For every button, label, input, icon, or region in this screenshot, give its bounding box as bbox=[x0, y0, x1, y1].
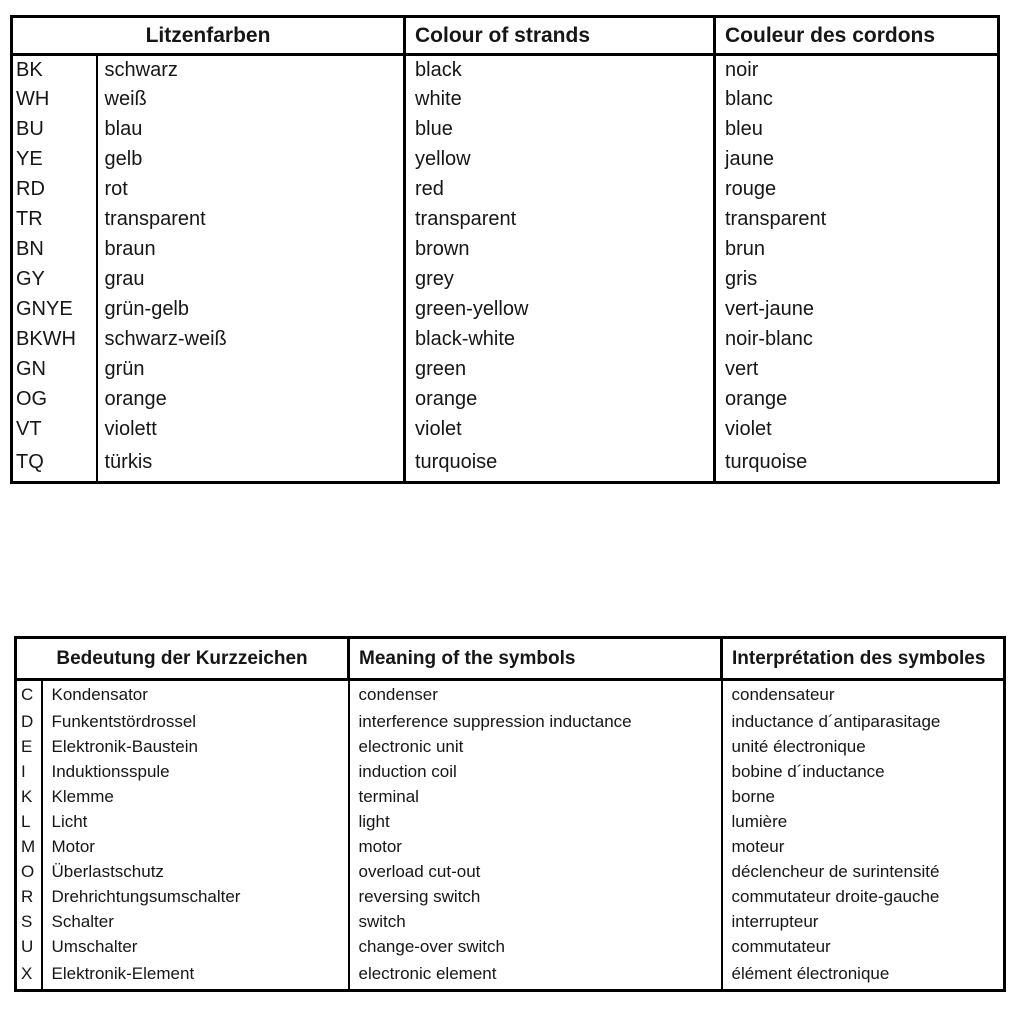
german-cell: Überlastschutz bbox=[51, 862, 164, 881]
abbr-cell: OG bbox=[12, 385, 97, 415]
german-cell: Elektronik-Baustein bbox=[51, 737, 198, 756]
german-cell: Kondensator bbox=[51, 685, 148, 705]
english-cell: yellow bbox=[405, 145, 715, 175]
english-cell: switch bbox=[349, 910, 722, 935]
strand-colours-header bbox=[12, 17, 999, 55]
english-cell: blue bbox=[405, 115, 715, 145]
table-row bbox=[12, 55, 999, 85]
header-bedeutung: Bedeutung der Kurzzeichen bbox=[16, 638, 349, 680]
abbr-cell: E bbox=[16, 735, 42, 760]
german-cell: Motor bbox=[51, 837, 95, 856]
french-cell: gris bbox=[715, 265, 999, 295]
german-cell: schwarz-weiß bbox=[104, 328, 227, 350]
abbr-cell: D bbox=[16, 710, 42, 735]
english-cell: induction coil bbox=[349, 760, 722, 785]
german-cell: transparent bbox=[104, 208, 206, 230]
german-cell: Elektronik-Element bbox=[51, 964, 195, 984]
french-cell: turquoise bbox=[715, 445, 999, 483]
symbol-meanings-header bbox=[16, 638, 1005, 680]
strand-colours-table bbox=[10, 15, 1000, 484]
abbr-cell: VT bbox=[12, 415, 97, 445]
english-cell: white bbox=[405, 85, 715, 115]
english-cell: transparent bbox=[405, 205, 715, 235]
french-cell: jaune bbox=[715, 145, 999, 175]
english-cell: black bbox=[405, 55, 715, 85]
french-cell: condensateur bbox=[722, 680, 1005, 710]
table-row bbox=[16, 785, 1005, 810]
german-cell: Schalter bbox=[51, 912, 114, 931]
french-cell: rouge bbox=[715, 175, 999, 205]
abbr-cell: YE bbox=[12, 145, 97, 175]
german-cell: violett bbox=[104, 418, 157, 440]
french-cell: transparent bbox=[715, 205, 999, 235]
abbr-cell: BN bbox=[12, 235, 97, 265]
table-row bbox=[12, 295, 999, 325]
symbol-meanings-body bbox=[16, 680, 1005, 991]
french-cell: interrupteur bbox=[722, 910, 1005, 935]
header-meaning: Meaning of the symbols bbox=[349, 638, 722, 680]
french-cell: commutateur bbox=[722, 935, 1005, 960]
header-colour-of-strands: Colour of strands bbox=[405, 17, 715, 55]
french-cell: moteur bbox=[722, 835, 1005, 860]
abbr-cell: I bbox=[16, 760, 42, 785]
french-cell: élément électronique bbox=[722, 960, 1005, 991]
german-cell: Drehrichtungsumschalter bbox=[51, 887, 241, 906]
table-row bbox=[12, 265, 999, 295]
header-interpretation: Interprétation des symboles bbox=[722, 638, 1005, 680]
table-row bbox=[12, 325, 999, 355]
english-cell: interference suppression inductance bbox=[349, 710, 722, 735]
table-row bbox=[16, 810, 1005, 835]
table-row bbox=[12, 85, 999, 115]
symbol-meanings-table bbox=[14, 636, 1006, 992]
english-cell: condenser bbox=[349, 680, 722, 710]
table-row bbox=[12, 355, 999, 385]
abbr-cell: U bbox=[16, 935, 42, 960]
english-cell: electronic unit bbox=[349, 735, 722, 760]
german-cell: grau bbox=[104, 268, 145, 290]
table-row bbox=[12, 445, 999, 483]
english-cell: electronic element bbox=[349, 960, 722, 991]
english-cell: grey bbox=[405, 265, 715, 295]
french-cell: blanc bbox=[715, 85, 999, 115]
abbr-cell: M bbox=[16, 835, 42, 860]
german-cell: Funkentstördrossel bbox=[51, 712, 197, 731]
table-row bbox=[16, 710, 1005, 735]
english-cell: violet bbox=[405, 415, 715, 445]
table-row bbox=[16, 885, 1005, 910]
german-cell: Umschalter bbox=[51, 937, 138, 956]
header-litzenfarben: Litzenfarben bbox=[12, 17, 405, 55]
abbr-cell: C bbox=[16, 680, 42, 710]
french-cell: commutateur droite-gauche bbox=[722, 885, 1005, 910]
table-row bbox=[12, 415, 999, 445]
table-row bbox=[16, 835, 1005, 860]
english-cell: change-over switch bbox=[349, 935, 722, 960]
english-cell: light bbox=[349, 810, 722, 835]
english-cell: motor bbox=[349, 835, 722, 860]
abbr-cell: WH bbox=[12, 85, 97, 115]
abbr-cell: GN bbox=[12, 355, 97, 385]
table-row bbox=[12, 235, 999, 265]
french-cell: bobine d´inductance bbox=[722, 760, 1005, 785]
table-row bbox=[16, 910, 1005, 935]
abbr-cell: TQ bbox=[12, 445, 97, 483]
header-row bbox=[16, 638, 1005, 680]
header-row bbox=[12, 17, 999, 55]
abbr-cell: BU bbox=[12, 115, 97, 145]
english-cell: red bbox=[405, 175, 715, 205]
french-cell: brun bbox=[715, 235, 999, 265]
english-cell: black-white bbox=[405, 325, 715, 355]
english-cell: brown bbox=[405, 235, 715, 265]
table-row bbox=[12, 175, 999, 205]
table-row bbox=[12, 205, 999, 235]
abbr-cell: L bbox=[16, 810, 42, 835]
german-cell: schwarz bbox=[104, 58, 178, 81]
table-row bbox=[16, 680, 1005, 710]
german-cell: weiß bbox=[104, 88, 147, 110]
table-row bbox=[12, 115, 999, 145]
german-cell: rot bbox=[104, 178, 128, 200]
french-cell: noir-blanc bbox=[715, 325, 999, 355]
french-cell: violet bbox=[715, 415, 999, 445]
header-couleur-des-cordons: Couleur des cordons bbox=[715, 17, 999, 55]
french-cell: vert bbox=[715, 355, 999, 385]
german-cell: Induktionsspule bbox=[51, 762, 170, 781]
french-cell: bleu bbox=[715, 115, 999, 145]
german-cell: grün bbox=[104, 358, 145, 380]
french-cell: lumière bbox=[722, 810, 1005, 835]
english-cell: orange bbox=[405, 385, 715, 415]
french-cell: unité électronique bbox=[722, 735, 1005, 760]
french-cell: orange bbox=[715, 385, 999, 415]
german-cell: braun bbox=[104, 238, 156, 260]
english-cell: terminal bbox=[349, 785, 722, 810]
german-cell: Klemme bbox=[51, 787, 114, 806]
abbr-cell: R bbox=[16, 885, 42, 910]
abbr-cell: RD bbox=[12, 175, 97, 205]
english-cell: reversing switch bbox=[349, 885, 722, 910]
french-cell: noir bbox=[715, 55, 999, 85]
table-row bbox=[12, 385, 999, 415]
table-row bbox=[16, 760, 1005, 785]
french-cell: borne bbox=[722, 785, 1005, 810]
english-cell: green bbox=[405, 355, 715, 385]
abbr-cell: K bbox=[16, 785, 42, 810]
table-row bbox=[16, 960, 1005, 991]
abbr-cell: X bbox=[16, 960, 42, 991]
table-row bbox=[12, 145, 999, 175]
abbr-cell: S bbox=[16, 910, 42, 935]
abbr-cell: TR bbox=[12, 205, 97, 235]
abbr-cell: O bbox=[16, 860, 42, 885]
english-cell: overload cut-out bbox=[349, 860, 722, 885]
french-cell: inductance d´antiparasitage bbox=[722, 710, 1005, 735]
abbr-cell: GNYE bbox=[12, 295, 97, 325]
english-cell: green-yellow bbox=[405, 295, 715, 325]
french-cell: vert-jaune bbox=[715, 295, 999, 325]
abbr-cell: BK bbox=[12, 55, 97, 85]
german-cell: grün-gelb bbox=[104, 298, 190, 320]
german-cell: gelb bbox=[104, 148, 143, 170]
table-row bbox=[16, 860, 1005, 885]
german-cell: türkis bbox=[104, 451, 153, 474]
abbr-cell: BKWH bbox=[12, 325, 97, 355]
english-cell: turquoise bbox=[405, 445, 715, 483]
french-cell: déclencheur de surintensité bbox=[722, 860, 1005, 885]
german-cell: blau bbox=[104, 118, 143, 140]
table-row bbox=[16, 935, 1005, 960]
german-cell: Licht bbox=[51, 812, 88, 831]
abbr-cell: GY bbox=[12, 265, 97, 295]
strand-colours-body bbox=[12, 55, 999, 483]
table-row bbox=[16, 735, 1005, 760]
german-cell: orange bbox=[104, 388, 167, 410]
